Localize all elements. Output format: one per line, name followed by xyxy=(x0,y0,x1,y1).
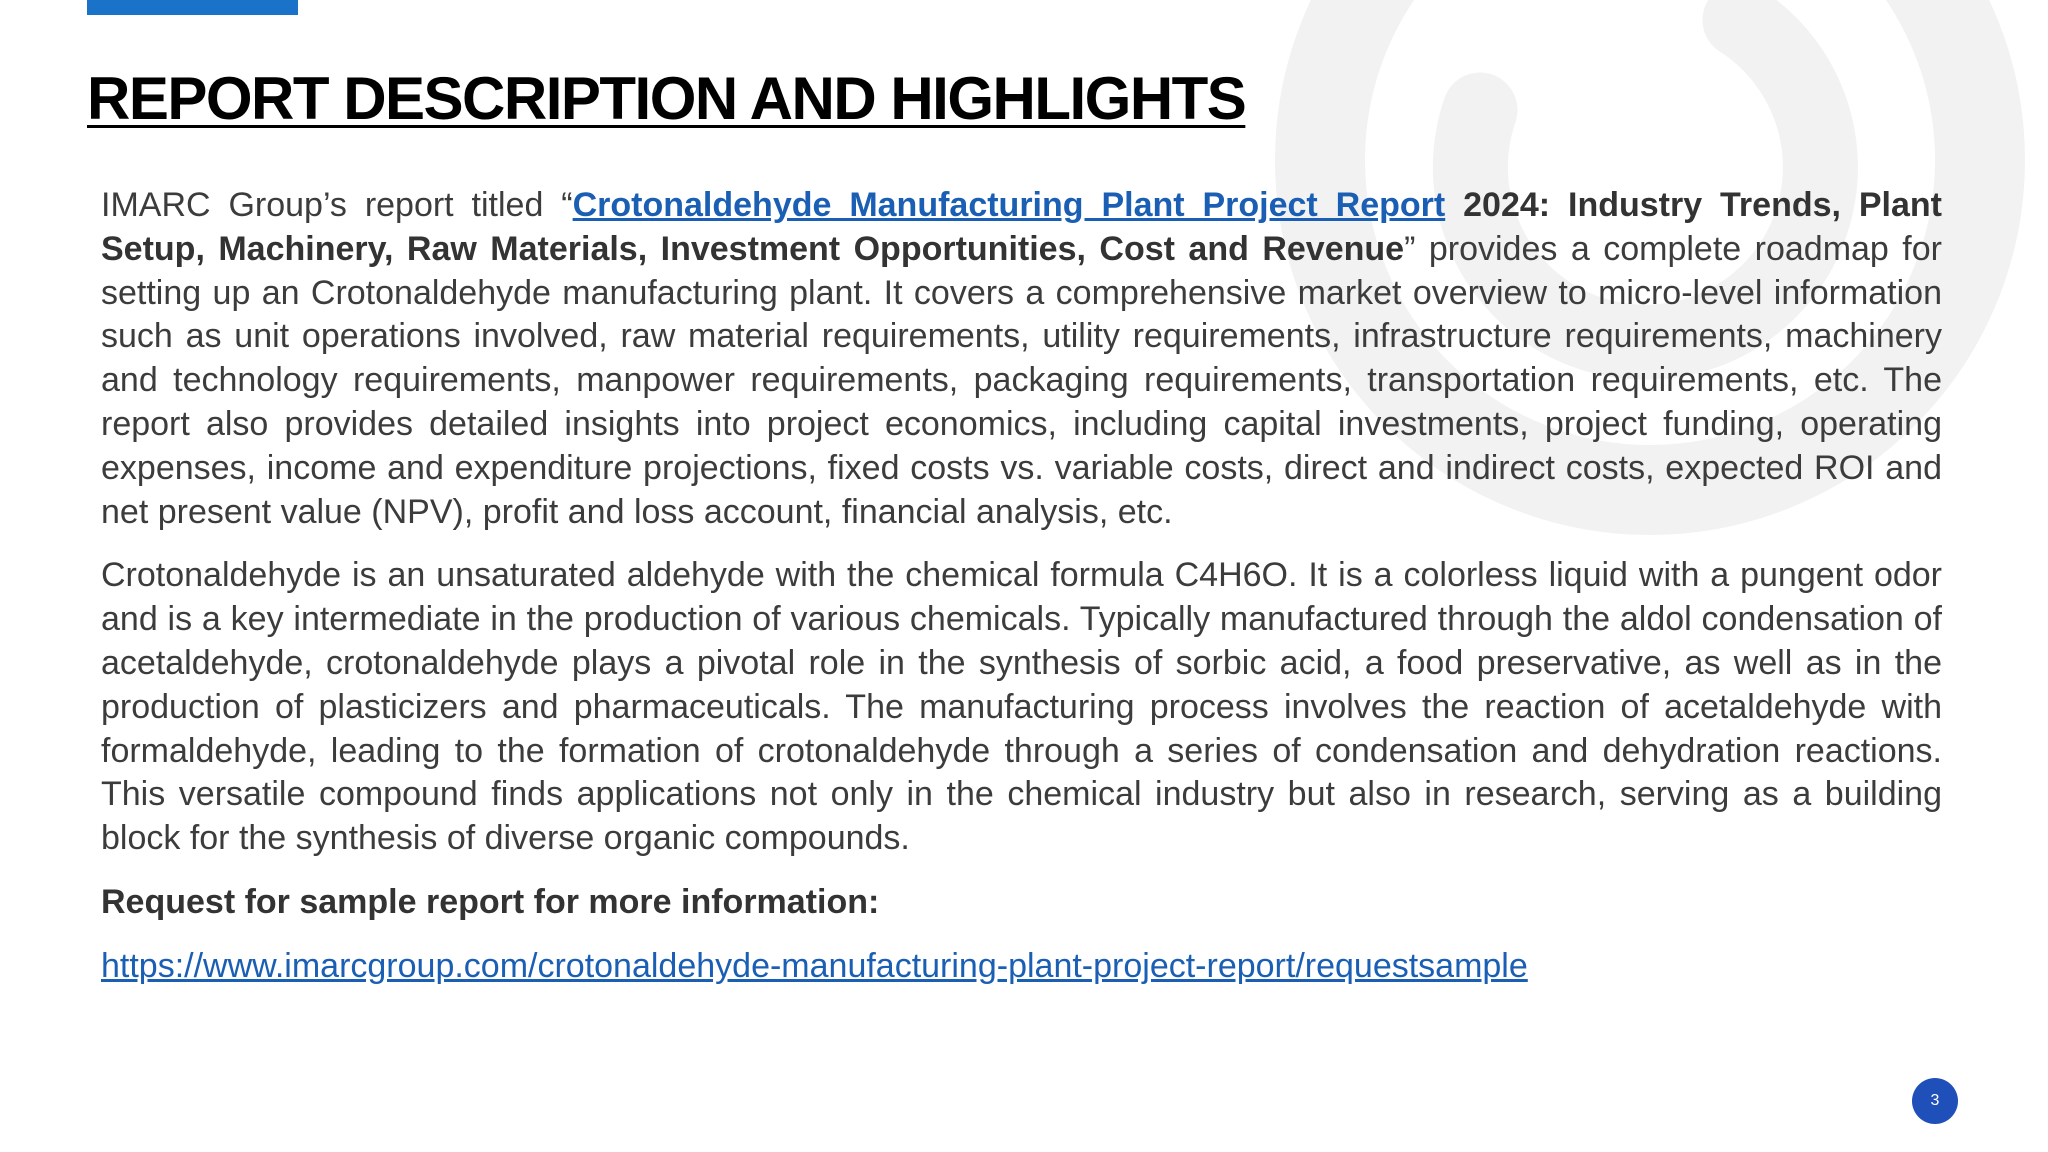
report-body xyxy=(101,184,1942,989)
sample-request-link[interactable]: https://www.imarcgroup.com/crotonaldehyde-manufacturing-plant-project-report/requestsample xyxy=(101,946,1528,985)
intro-paragraph xyxy=(101,184,1942,534)
top-accent-bar xyxy=(87,0,298,15)
intro-body: ” provides a complete roadmap for setting up an Crotonaldehyde manufacturing plant. It covers a comprehensive market overview to micro-level information such as unit operations involved, raw material requirements, utility requirements, infrastructure requirements, machinery and technology requirements, manpower requirements, packaging requirements, transportation requirements, etc. The report also provides detailed insights into project economics, including capital investments, project funding, operating expenses, income and expenditure projections, fixed costs vs. variable costs, direct and indirect costs, expected ROI and net present value (NPV), profit and loss account, financial analysis, etc. xyxy=(101,229,1942,531)
page-number-badge: 3 xyxy=(1912,1078,1958,1124)
description-paragraph: Crotonaldehyde is an unsaturated aldehyde with the chemical formula C4H6O. It is a colorless liquid with a pungent odor and is a key intermediate in the production of various chemicals. Typically manufactured through the aldol condensation of acetaldehyde, crotonaldehyde plays a pivotal role in the synthesis of sorbic acid, a food preservative, as well as in the production of plasticizers and pharmaceuticals. The manufacturing process involves the reaction of acetaldehyde with formaldehyde, leading to the formation of crotonaldehyde through a series of condensation and dehydration reactions. This versatile compound finds applications not only in the chemical industry but also in research, serving as a building block for the synthesis of diverse organic compounds. xyxy=(101,556,1942,858)
page-title: REPORT DESCRIPTION AND HIGHLIGHTS xyxy=(87,65,1246,132)
report-title-link[interactable]: Crotonaldehyde Manufacturing Plant Project Report xyxy=(572,186,1446,224)
report-title-subtitle: 2024: Industry Trends, Plant Setup, Machinery, Raw Materials, Investment Opportunities, Cost and Revenue xyxy=(101,186,1943,268)
intro-prefix: IMARC Group’s report titled “ xyxy=(101,186,573,224)
sample-request-label: Request for sample report for more information: xyxy=(101,882,880,921)
